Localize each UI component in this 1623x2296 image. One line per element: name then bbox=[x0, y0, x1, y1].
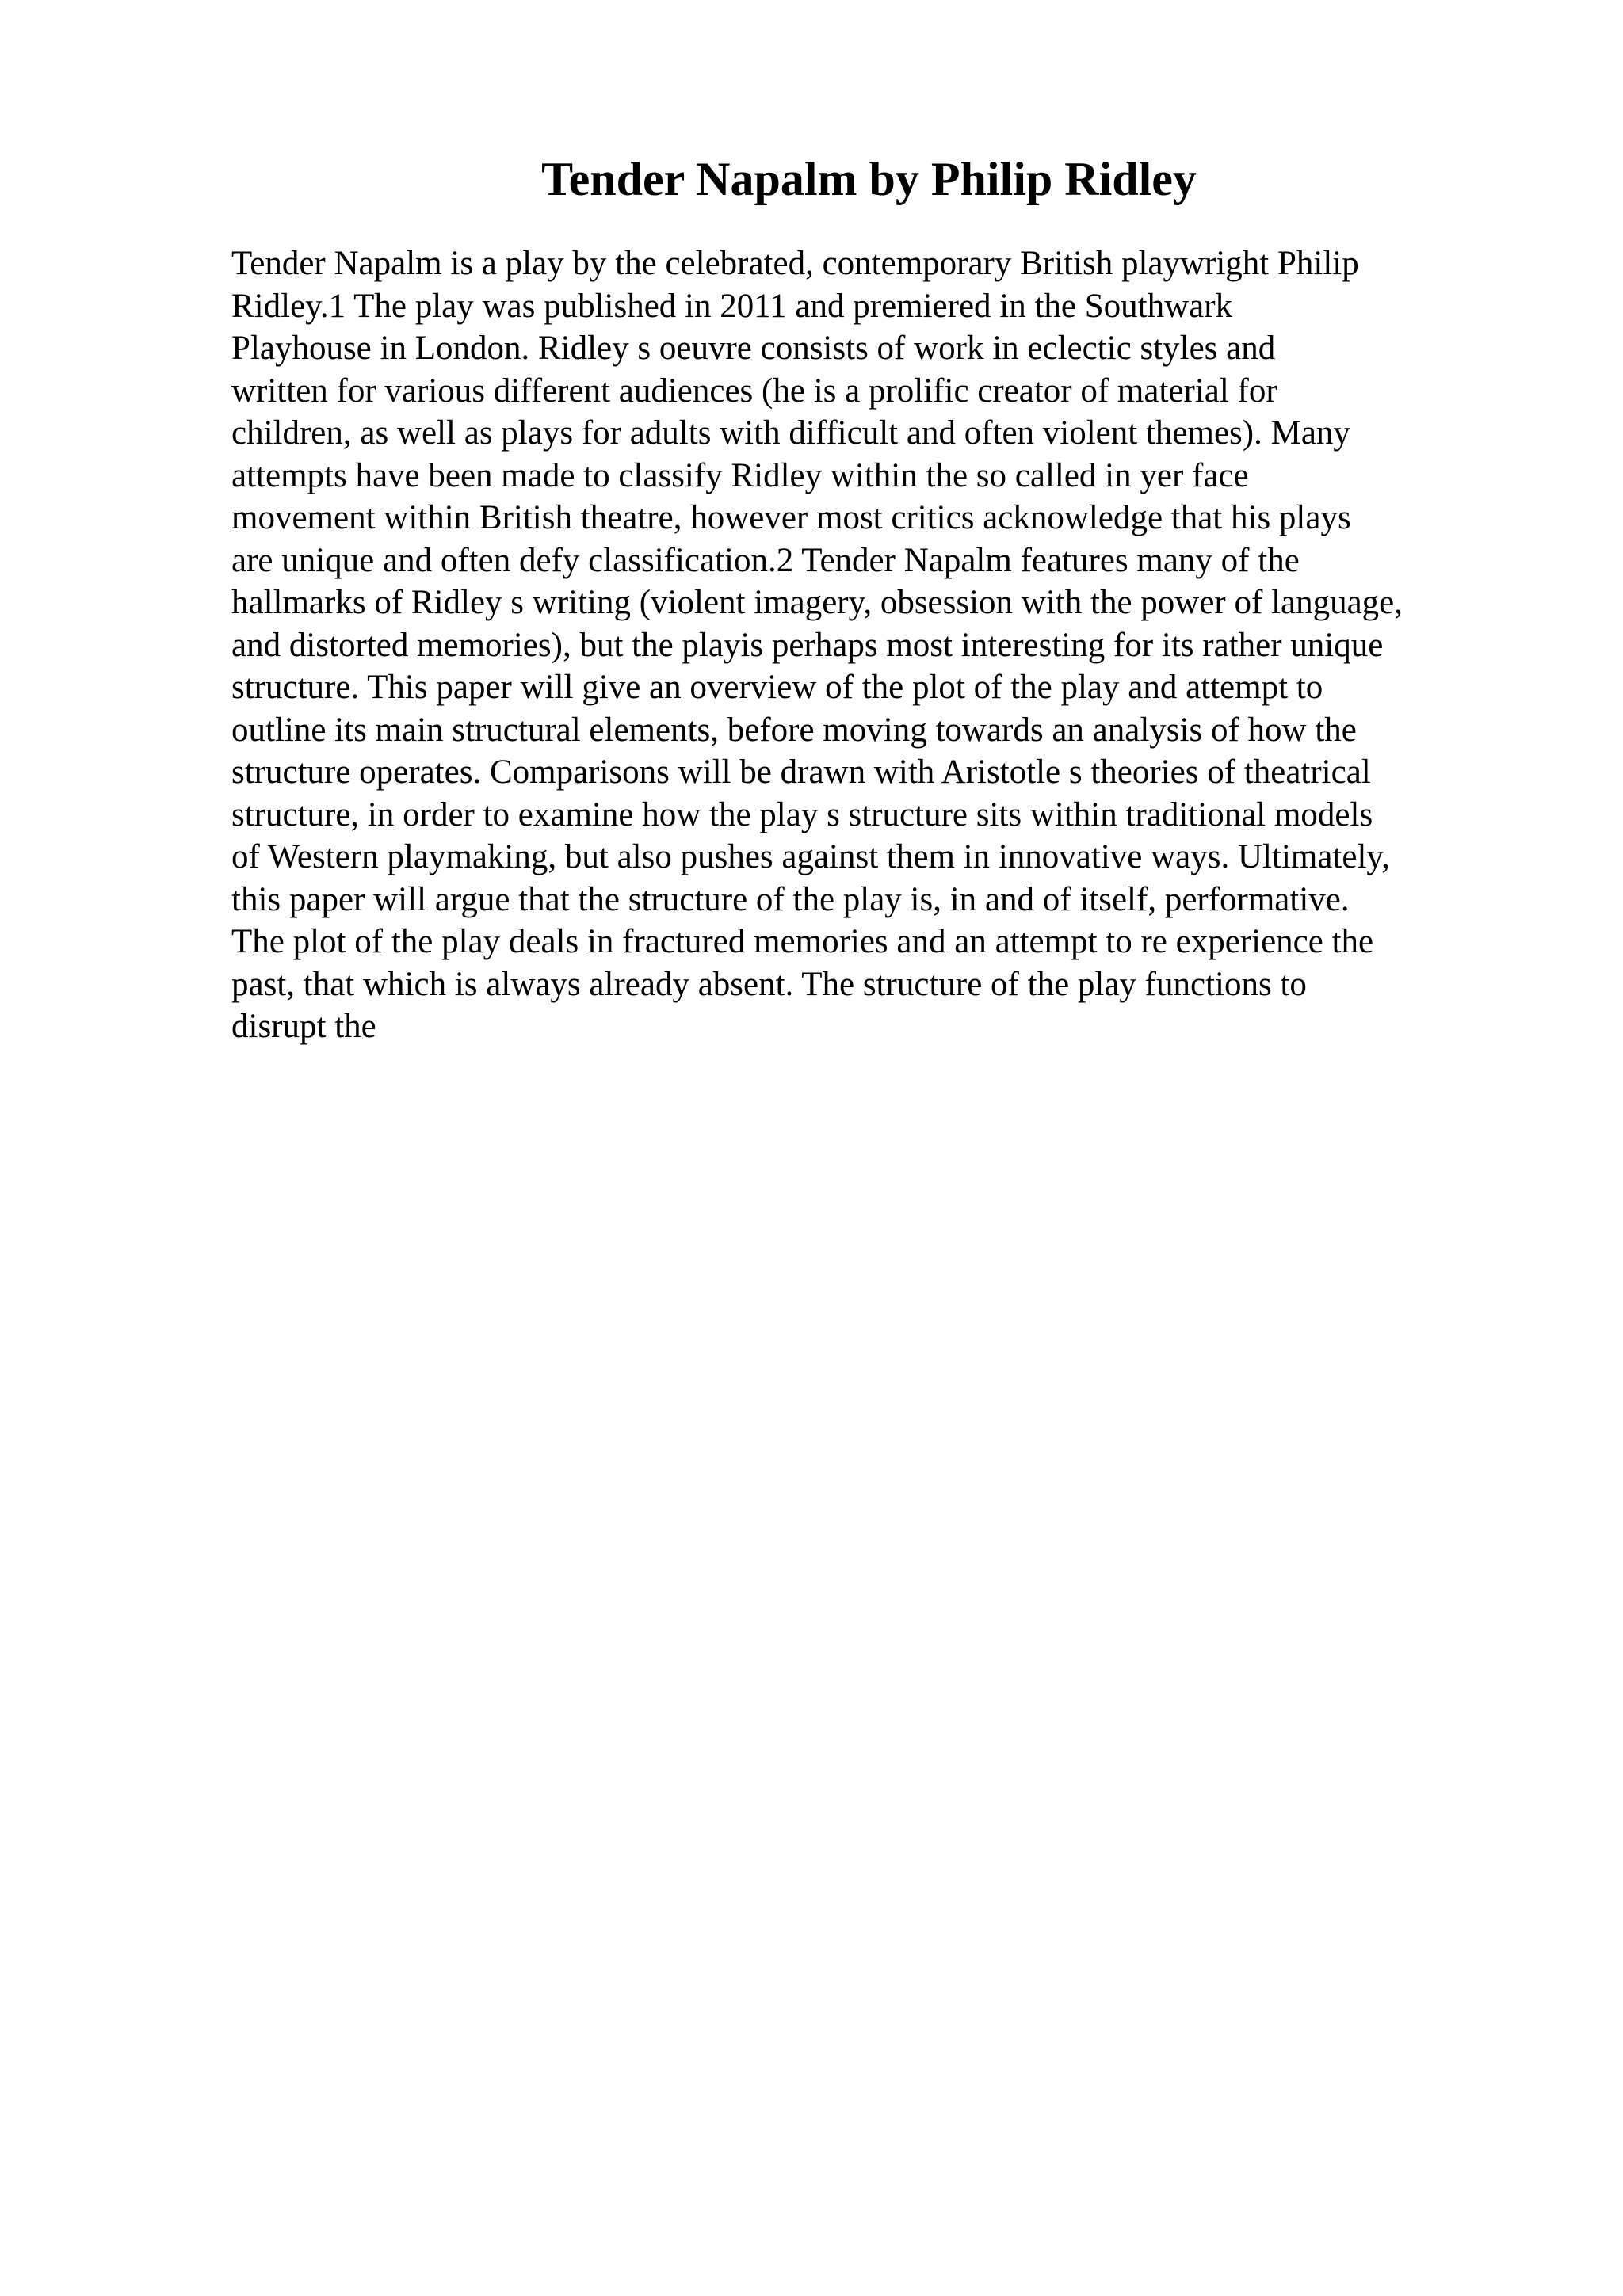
body-paragraph bbox=[231, 242, 1579, 1048]
text-line: written for various different audiences (he is a prolific creator of material for bbox=[231, 372, 1277, 410]
text-line: movement within British theatre, however most critics acknowledge that his plays bbox=[231, 499, 1351, 536]
text-line: Ridley.1 The play was published in 2011 and premiered in the Southwark bbox=[231, 287, 1233, 325]
text-line: of Western playmaking, but also pushes against them in innovative ways. Ultimately, bbox=[231, 838, 1390, 875]
text-line: attempts have been made to classify Ridley within the so called in yer face bbox=[231, 456, 1249, 494]
text-line: disrupt the bbox=[231, 1008, 376, 1045]
text-line: and distorted memories), but the playis perhaps most interesting for its rather unique bbox=[231, 626, 1384, 664]
text-line: Tender Napalm is a play by the celebrated, contemporary British playwright Philip bbox=[231, 245, 1359, 282]
text-line: Playhouse in London. Ridley s oeuvre consists of work in eclectic styles and bbox=[231, 330, 1276, 367]
text-line: structure, in order to examine how the play s structure sits within traditional models bbox=[231, 795, 1373, 833]
text-line: past, that which is always already absent. The structure of the play functions to bbox=[231, 965, 1307, 1003]
text-line: hallmarks of Ridley s writing (violent imagery, obsession with the power of language, bbox=[231, 584, 1403, 621]
text-line: structure. This paper will give an overview of the plot of the play and attempt to bbox=[231, 669, 1323, 706]
document-title: Tender Napalm by Philip Ridley bbox=[541, 153, 1197, 205]
text-line: structure operates. Comparisons will be drawn with Aristotle s theories of theatrical bbox=[231, 753, 1371, 791]
text-line: this paper will argue that the structure of the play is, in and of itself, performative. bbox=[231, 880, 1350, 918]
text-line: are unique and often defy classification.2 Tender Napalm features many of the bbox=[231, 541, 1300, 579]
text-line: children, as well as plays for adults with difficult and often violent themes). Many bbox=[231, 414, 1350, 452]
text-line: The plot of the play deals in fractured memories and an attempt to re experience the bbox=[231, 923, 1374, 960]
text-line: outline its main structural elements, before moving towards an analysis of how the bbox=[231, 711, 1357, 749]
